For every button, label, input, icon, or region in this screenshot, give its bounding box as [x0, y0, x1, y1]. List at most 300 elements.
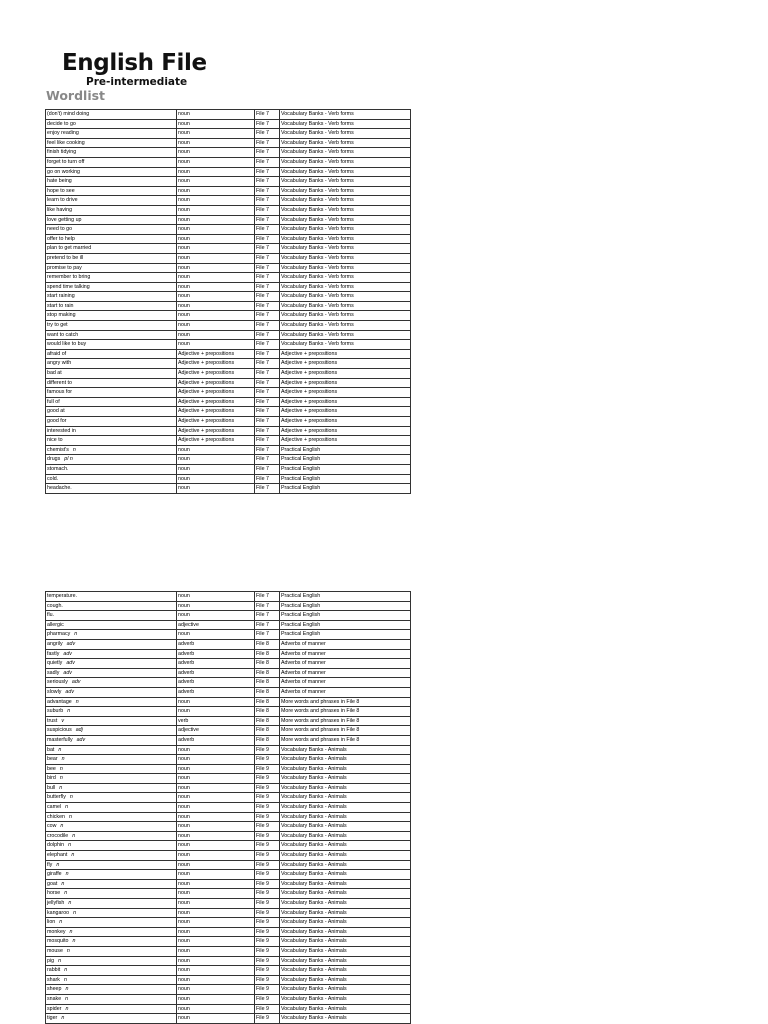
type-cell: Adjective + prepositions — [177, 417, 255, 427]
word-text: advantage — [47, 698, 72, 705]
file-cell: File 7 — [255, 455, 280, 465]
file-cell: File 7 — [255, 474, 280, 484]
section-cell: More words and phrases in File 8 — [280, 726, 411, 736]
table-row — [46, 474, 411, 484]
table-row — [46, 726, 411, 736]
section-cell: Adjective + prepositions — [280, 436, 411, 446]
word-text: chemist's — [47, 446, 69, 453]
type-cell: noun — [177, 841, 255, 851]
word-text: decide to go — [47, 120, 76, 127]
type-cell: noun — [177, 946, 255, 956]
file-cell: File 7 — [255, 369, 280, 379]
table-row — [46, 975, 411, 985]
type-cell: noun — [177, 157, 255, 167]
type-cell: Adjective + prepositions — [177, 397, 255, 407]
table-row — [46, 639, 411, 649]
word-text: angry with — [47, 360, 72, 367]
part-of-speech-abbr: n — [68, 842, 72, 849]
type-cell: noun — [177, 985, 255, 995]
section-cell: Vocabulary Banks - Animals — [280, 822, 411, 832]
file-cell: File 9 — [255, 793, 280, 803]
type-cell: noun — [177, 879, 255, 889]
section-cell: Vocabulary Banks - Animals — [280, 966, 411, 976]
type-cell: noun — [177, 783, 255, 793]
table-row — [46, 985, 411, 995]
table-row — [46, 282, 411, 292]
type-cell: Adjective + prepositions — [177, 369, 255, 379]
file-cell: File 7 — [255, 119, 280, 129]
part-of-speech-abbr: n — [67, 708, 71, 715]
type-cell: noun — [177, 764, 255, 774]
word-text: nice to — [47, 437, 63, 444]
word-text: famous for — [47, 389, 73, 396]
file-cell: File 9 — [255, 851, 280, 861]
section-cell: Vocabulary Banks - Verb forms — [280, 321, 411, 331]
table-row — [46, 716, 411, 726]
file-cell: File 7 — [255, 177, 280, 187]
table-row — [46, 426, 411, 436]
file-cell: File 7 — [255, 321, 280, 331]
file-cell: File 8 — [255, 726, 280, 736]
file-cell: File 7 — [255, 234, 280, 244]
file-cell: File 7 — [255, 273, 280, 283]
table-row — [46, 1004, 411, 1014]
word-text: want to catch — [47, 331, 79, 338]
table-row — [46, 148, 411, 158]
part-of-speech-abbr: adv — [71, 679, 81, 686]
word-text: pig — [47, 957, 55, 964]
file-cell: File 9 — [255, 966, 280, 976]
table-row — [46, 659, 411, 669]
type-cell: noun — [177, 263, 255, 273]
table-row — [46, 707, 411, 717]
table-row — [46, 196, 411, 206]
table-row — [46, 397, 411, 407]
section-cell: Adjective + prepositions — [280, 407, 411, 417]
file-cell: File 9 — [255, 764, 280, 774]
word-text: different to — [47, 379, 72, 386]
type-cell: noun — [177, 321, 255, 331]
file-cell: File 9 — [255, 927, 280, 937]
file-cell: File 8 — [255, 687, 280, 697]
section-cell: Vocabulary Banks - Verb forms — [280, 129, 411, 139]
word-cell — [46, 129, 177, 139]
word-cell — [46, 678, 177, 688]
table-row — [46, 889, 411, 899]
section-cell: Vocabulary Banks - Animals — [280, 755, 411, 765]
word-text: cow — [47, 823, 57, 830]
section-cell: Vocabulary Banks - Verb forms — [280, 205, 411, 215]
word-cell — [46, 687, 177, 697]
section-cell: Adjective + prepositions — [280, 388, 411, 398]
type-cell: Adjective + prepositions — [177, 349, 255, 359]
part-of-speech-abbr: adv — [76, 736, 86, 743]
file-cell: File 7 — [255, 464, 280, 474]
word-cell — [46, 994, 177, 1004]
english-file-logo — [62, 50, 207, 88]
file-cell: File 7 — [255, 282, 280, 292]
section-cell: Practical English — [280, 601, 411, 611]
type-cell: noun — [177, 956, 255, 966]
word-cell — [46, 138, 177, 148]
table-row — [46, 908, 411, 918]
word-cell — [46, 388, 177, 398]
table-row — [46, 253, 411, 263]
word-cell — [46, 244, 177, 254]
file-cell: File 7 — [255, 225, 280, 235]
type-cell: noun — [177, 292, 255, 302]
word-text: bull — [47, 784, 56, 791]
word-text: hope to see — [47, 187, 75, 194]
file-cell: File 7 — [255, 301, 280, 311]
file-cell: File 7 — [255, 148, 280, 158]
part-of-speech-abbr: n — [73, 909, 77, 916]
part-of-speech-abbr: n — [59, 919, 63, 926]
table-row — [46, 879, 411, 889]
word-text: bad at — [47, 370, 62, 377]
table-row — [46, 186, 411, 196]
section-cell: Vocabulary Banks - Animals — [280, 793, 411, 803]
word-cell — [46, 1014, 177, 1024]
word-cell — [46, 263, 177, 273]
file-cell: File 7 — [255, 620, 280, 630]
file-cell: File 7 — [255, 215, 280, 225]
type-cell: noun — [177, 630, 255, 640]
type-cell: noun — [177, 445, 255, 455]
word-text: mouse — [47, 947, 63, 954]
word-text: remember to bring — [47, 274, 91, 281]
type-cell: noun — [177, 831, 255, 841]
word-cell — [46, 793, 177, 803]
word-text: sheep — [47, 986, 62, 993]
word-cell — [46, 966, 177, 976]
section-cell: Vocabulary Banks - Verb forms — [280, 157, 411, 167]
word-cell — [46, 668, 177, 678]
part-of-speech-abbr: n — [69, 794, 73, 801]
section-cell: Vocabulary Banks - Animals — [280, 956, 411, 966]
word-cell — [46, 946, 177, 956]
section-cell: Vocabulary Banks - Verb forms — [280, 311, 411, 321]
file-cell: File 7 — [255, 397, 280, 407]
word-text: tiger — [47, 1015, 58, 1022]
table-row — [46, 620, 411, 630]
file-cell: File 9 — [255, 956, 280, 966]
file-cell: File 7 — [255, 196, 280, 206]
word-cell — [46, 186, 177, 196]
file-cell: File 8 — [255, 707, 280, 717]
type-cell: noun — [177, 330, 255, 340]
type-cell: noun — [177, 1004, 255, 1014]
word-cell — [46, 234, 177, 244]
section-cell: More words and phrases in File 8 — [280, 707, 411, 717]
section-cell: Practical English — [280, 455, 411, 465]
part-of-speech-abbr: n — [74, 631, 78, 638]
part-of-speech-abbr: adv — [63, 669, 72, 676]
file-cell: File 7 — [255, 263, 280, 273]
table-row — [46, 927, 411, 937]
word-text: afraid of — [47, 350, 67, 357]
word-text: go on working — [47, 168, 80, 175]
type-cell: adverb — [177, 659, 255, 669]
section-cell: More words and phrases in File 8 — [280, 735, 411, 745]
table-row — [46, 234, 411, 244]
section-cell: Vocabulary Banks - Animals — [280, 803, 411, 813]
type-cell: noun — [177, 455, 255, 465]
part-of-speech-abbr: n — [65, 1005, 69, 1012]
file-cell: File 8 — [255, 668, 280, 678]
word-cell — [46, 225, 177, 235]
type-cell: noun — [177, 129, 255, 139]
word-cell — [46, 301, 177, 311]
table-row — [46, 263, 411, 273]
section-cell: Adjective + prepositions — [280, 349, 411, 359]
word-text: full of — [47, 398, 60, 405]
section-cell: Adverbs of manner — [280, 678, 411, 688]
section-cell: Vocabulary Banks - Animals — [280, 889, 411, 899]
type-cell: noun — [177, 592, 255, 602]
word-text: bat — [47, 746, 55, 753]
section-cell: Vocabulary Banks - Animals — [280, 764, 411, 774]
section-cell: Vocabulary Banks - Animals — [280, 899, 411, 909]
table-row — [46, 774, 411, 784]
logo-title: English File — [62, 50, 207, 76]
type-cell: noun — [177, 697, 255, 707]
file-cell: File 9 — [255, 879, 280, 889]
table-row — [46, 378, 411, 388]
section-cell: Adverbs of manner — [280, 687, 411, 697]
section-cell: Vocabulary Banks - Verb forms — [280, 215, 411, 225]
word-text: angrily — [47, 640, 63, 647]
file-cell: File 9 — [255, 870, 280, 880]
word-cell — [46, 639, 177, 649]
word-cell — [46, 745, 177, 755]
section-cell: Vocabulary Banks - Animals — [280, 812, 411, 822]
word-text: butterfly — [47, 794, 66, 801]
file-cell: File 7 — [255, 601, 280, 611]
file-cell: File 9 — [255, 860, 280, 870]
table-row — [46, 918, 411, 928]
file-cell: File 7 — [255, 378, 280, 388]
table-row — [46, 841, 411, 851]
type-cell: adjective — [177, 620, 255, 630]
word-text: would like to buy — [47, 341, 87, 348]
section-cell: Vocabulary Banks - Verb forms — [280, 177, 411, 187]
table-row — [46, 484, 411, 494]
word-cell — [46, 445, 177, 455]
word-text: start raining — [47, 293, 75, 300]
part-of-speech-abbr: n — [60, 823, 64, 830]
type-cell: noun — [177, 253, 255, 263]
part-of-speech-abbr: pl n — [64, 456, 73, 463]
section-cell: Practical English — [280, 630, 411, 640]
file-cell: File 7 — [255, 388, 280, 398]
table-row — [46, 129, 411, 139]
type-cell: noun — [177, 205, 255, 215]
section-cell: Adverbs of manner — [280, 649, 411, 659]
word-text: cough. — [47, 602, 63, 609]
file-cell: File 9 — [255, 946, 280, 956]
word-cell — [46, 455, 177, 465]
file-cell: File 7 — [255, 186, 280, 196]
word-text: dolphin — [47, 842, 65, 849]
file-cell: File 7 — [255, 244, 280, 254]
type-cell: noun — [177, 484, 255, 494]
table-row — [46, 793, 411, 803]
type-cell: noun — [177, 611, 255, 621]
type-cell: noun — [177, 196, 255, 206]
table-row — [46, 349, 411, 359]
file-cell: File 9 — [255, 1014, 280, 1024]
table-row — [46, 831, 411, 841]
file-cell: File 9 — [255, 985, 280, 995]
word-cell — [46, 870, 177, 880]
section-cell: Vocabulary Banks - Verb forms — [280, 263, 411, 273]
word-cell — [46, 918, 177, 928]
type-cell: noun — [177, 474, 255, 484]
word-cell — [46, 707, 177, 717]
type-cell: noun — [177, 215, 255, 225]
table-row — [46, 205, 411, 215]
part-of-speech-abbr: adv — [66, 660, 75, 667]
word-cell — [46, 735, 177, 745]
type-cell: noun — [177, 899, 255, 909]
word-text: allergic — [47, 621, 64, 628]
file-cell: File 7 — [255, 340, 280, 350]
section-cell: Vocabulary Banks - Animals — [280, 908, 411, 918]
word-text: love getting up — [47, 216, 82, 223]
section-cell: Vocabulary Banks - Animals — [280, 1004, 411, 1014]
word-cell — [46, 831, 177, 841]
word-cell — [46, 407, 177, 417]
word-text: spend time talking — [47, 283, 90, 290]
type-cell: noun — [177, 793, 255, 803]
type-cell: adverb — [177, 649, 255, 659]
word-text: crocodile — [47, 832, 69, 839]
section-cell: Vocabulary Banks - Animals — [280, 745, 411, 755]
word-cell — [46, 956, 177, 966]
word-text: hate being — [47, 178, 72, 185]
table-row — [46, 167, 411, 177]
section-cell: Vocabulary Banks - Animals — [280, 851, 411, 861]
word-cell — [46, 803, 177, 813]
part-of-speech-abbr: n — [65, 995, 69, 1002]
word-text: forget to turn off — [47, 158, 85, 165]
word-text: lion — [47, 919, 56, 926]
table-row — [46, 755, 411, 765]
file-cell: File 9 — [255, 908, 280, 918]
word-text: start to rain — [47, 302, 74, 309]
word-cell — [46, 889, 177, 899]
table-row — [46, 1014, 411, 1024]
type-cell: noun — [177, 282, 255, 292]
file-cell: File 9 — [255, 918, 280, 928]
word-cell — [46, 464, 177, 474]
file-cell: File 9 — [255, 841, 280, 851]
section-cell: Vocabulary Banks - Animals — [280, 841, 411, 851]
part-of-speech-abbr: n — [59, 765, 63, 772]
word-cell — [46, 426, 177, 436]
word-text: interested in — [47, 427, 76, 434]
table-row — [46, 687, 411, 697]
part-of-speech-abbr: adv — [63, 650, 72, 657]
section-cell: Practical English — [280, 620, 411, 630]
wordlist-table-2 — [45, 591, 411, 1024]
type-cell: noun — [177, 464, 255, 474]
table-row — [46, 273, 411, 283]
section-cell: Practical English — [280, 445, 411, 455]
word-text: rabbit — [47, 967, 61, 974]
word-text: temperature. — [47, 593, 78, 599]
file-cell: File 7 — [255, 205, 280, 215]
word-cell — [46, 774, 177, 784]
word-text: suburb — [47, 708, 64, 715]
section-cell: More words and phrases in File 8 — [280, 716, 411, 726]
section-cell: Vocabulary Banks - Verb forms — [280, 186, 411, 196]
word-cell — [46, 975, 177, 985]
type-cell: noun — [177, 119, 255, 129]
table-row — [46, 407, 411, 417]
file-cell: File 7 — [255, 129, 280, 139]
file-cell: File 8 — [255, 649, 280, 659]
word-cell — [46, 1004, 177, 1014]
section-cell: More words and phrases in File 8 — [280, 697, 411, 707]
part-of-speech-abbr: n — [58, 957, 62, 964]
word-cell — [46, 273, 177, 283]
word-text: stomach. — [47, 465, 69, 472]
table-row — [46, 851, 411, 861]
part-of-speech-abbr: n — [65, 871, 69, 878]
section-cell: Adverbs of manner — [280, 668, 411, 678]
type-cell: Adjective + prepositions — [177, 359, 255, 369]
part-of-speech-abbr: n — [69, 928, 73, 935]
section-cell: Practical English — [280, 464, 411, 474]
table-row — [46, 119, 411, 129]
part-of-speech-abbr: adj — [75, 727, 83, 734]
file-cell: File 9 — [255, 889, 280, 899]
word-cell — [46, 215, 177, 225]
file-cell: File 9 — [255, 783, 280, 793]
word-text: enjoy reading — [47, 130, 79, 137]
file-cell: File 9 — [255, 899, 280, 909]
word-text: kangaroo — [47, 909, 70, 916]
section-cell: Adjective + prepositions — [280, 378, 411, 388]
type-cell: noun — [177, 110, 255, 120]
section-cell: Vocabulary Banks - Animals — [280, 946, 411, 956]
part-of-speech-abbr: v — [61, 717, 64, 724]
file-cell: File 9 — [255, 745, 280, 755]
section-cell: Adjective + prepositions — [280, 359, 411, 369]
word-cell — [46, 110, 177, 120]
type-cell: adverb — [177, 687, 255, 697]
table-row — [46, 369, 411, 379]
section-cell: Vocabulary Banks - Verb forms — [280, 167, 411, 177]
section-cell: Vocabulary Banks - Verb forms — [280, 292, 411, 302]
word-cell — [46, 330, 177, 340]
part-of-speech-abbr: n — [75, 698, 79, 705]
file-cell: File 8 — [255, 716, 280, 726]
word-text: headache. — [47, 485, 72, 492]
type-cell: noun — [177, 225, 255, 235]
word-cell — [46, 697, 177, 707]
type-cell: noun — [177, 994, 255, 1004]
word-cell — [46, 716, 177, 726]
word-cell — [46, 474, 177, 484]
section-cell: Vocabulary Banks - Verb forms — [280, 253, 411, 263]
file-cell: File 7 — [255, 292, 280, 302]
part-of-speech-abbr: n — [65, 986, 69, 993]
table-row — [46, 417, 411, 427]
word-cell — [46, 359, 177, 369]
